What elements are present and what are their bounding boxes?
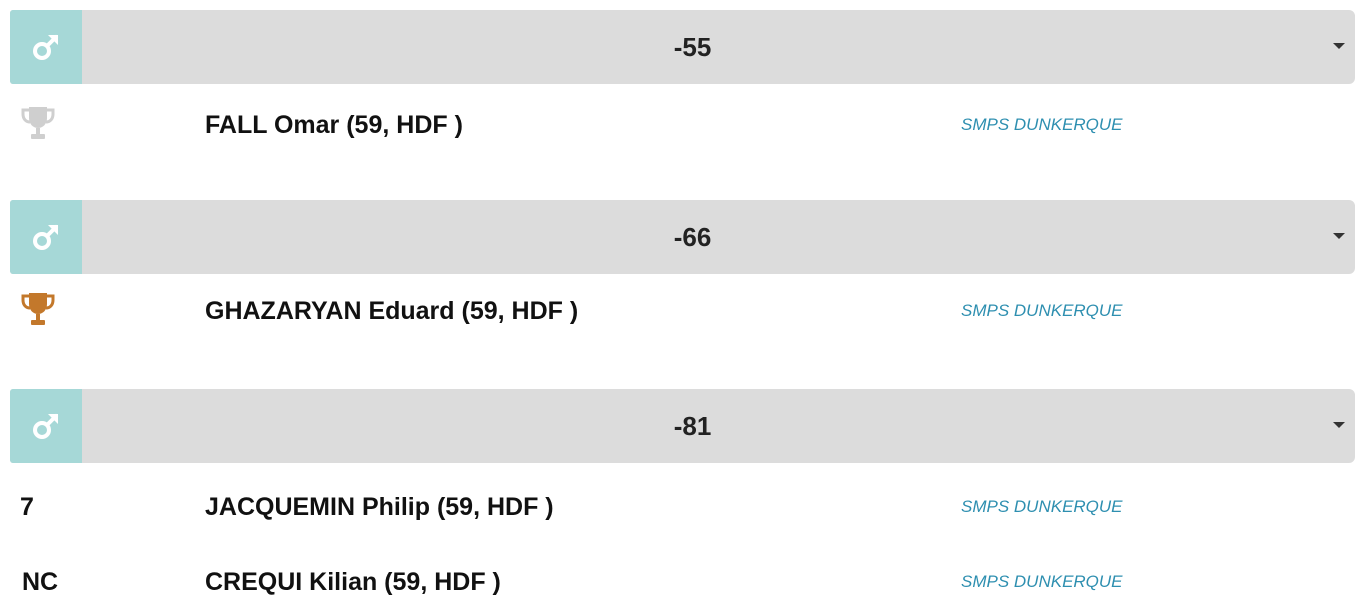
- chevron-down-icon[interactable]: [1333, 43, 1345, 49]
- category-header-55[interactable]: [10, 10, 1355, 84]
- category-title: -81: [673, 411, 712, 441]
- bronze-trophy-icon: [20, 291, 56, 331]
- rank-text: 7: [20, 492, 34, 521]
- rank-cell: [20, 105, 80, 145]
- result-row: [0, 562, 1357, 602]
- rank-cell: [20, 487, 80, 527]
- category-title: -66: [673, 222, 712, 252]
- category-title: -55: [673, 32, 712, 62]
- rank-cell: [22, 562, 82, 602]
- club-name[interactable]: SMPS DUNKERQUE: [961, 301, 1123, 320]
- chevron-down-icon[interactable]: [1333, 422, 1345, 428]
- club-name[interactable]: SMPS DUNKERQUE: [961, 572, 1123, 591]
- rank-text: NC: [22, 567, 59, 596]
- athlete-name[interactable]: JACQUEMIN Philip (59, HDF ): [205, 493, 554, 521]
- result-row: [0, 105, 1357, 145]
- athlete-name[interactable]: CREQUI Kilian (59, HDF ): [205, 568, 501, 596]
- result-row: [0, 291, 1357, 331]
- category-header-66[interactable]: [10, 200, 1355, 274]
- club-name[interactable]: SMPS DUNKERQUE: [961, 497, 1123, 516]
- athlete-name[interactable]: GHAZARYAN Eduard (59, HDF ): [205, 297, 579, 325]
- category-header-81[interactable]: [10, 389, 1355, 463]
- rank-cell: [20, 291, 80, 331]
- silver-trophy-icon: [20, 105, 56, 145]
- chevron-down-icon[interactable]: [1333, 233, 1345, 239]
- athlete-name[interactable]: FALL Omar (59, HDF ): [205, 111, 463, 139]
- club-name[interactable]: SMPS DUNKERQUE: [961, 115, 1123, 134]
- result-row: [0, 487, 1357, 527]
